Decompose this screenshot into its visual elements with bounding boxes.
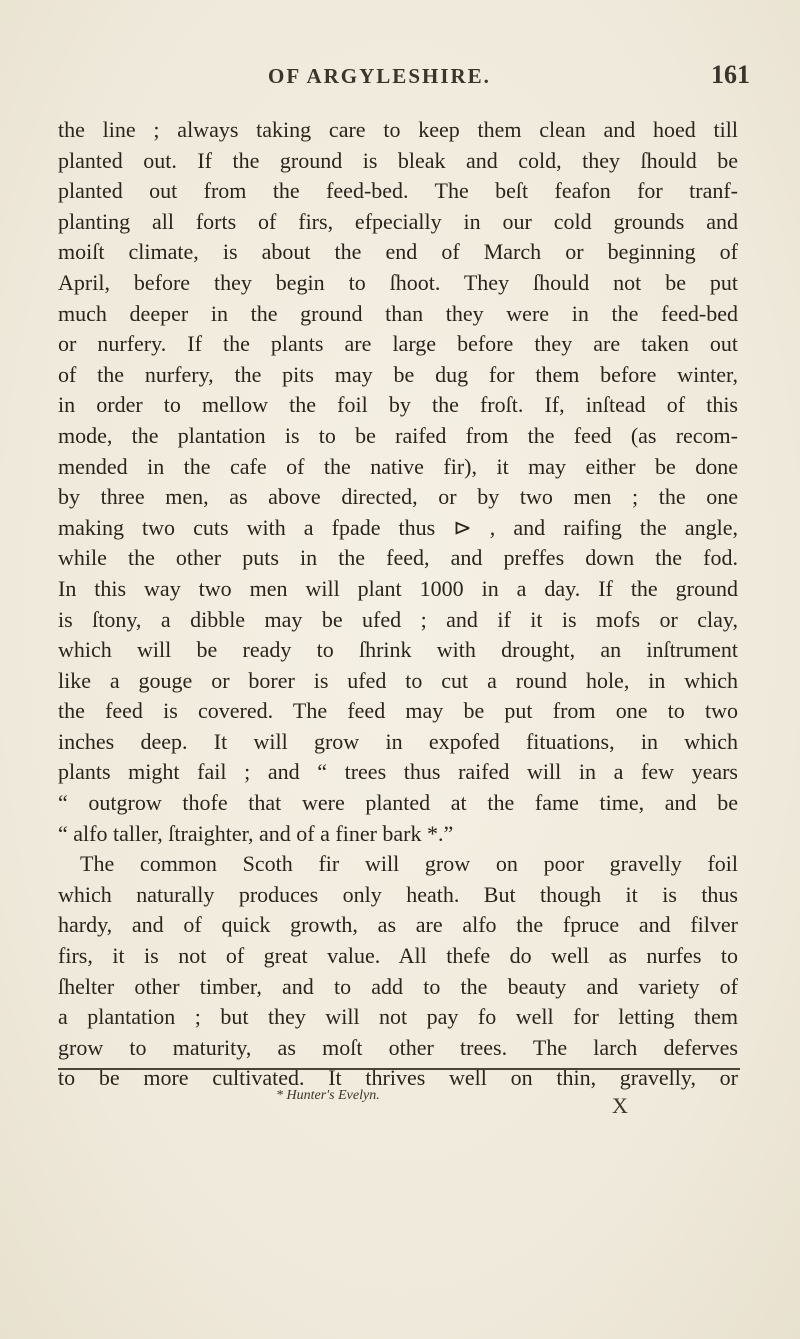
- text-line: in order to mellow the foil by the froſt. If, inſtead of this: [58, 392, 738, 418]
- footnote: * Hunter's Evelyn.: [276, 1088, 380, 1103]
- text-line: ſhelter other timber, and to add to the beauty and variety of: [58, 973, 738, 999]
- text-line: is ſtony, a dibble may be ufed ; and if it is mofs or clay,: [58, 606, 738, 632]
- text-line: to be more cultivated. It thrives well on thin, gravelly, or: [58, 1065, 738, 1091]
- text-line: the feed is covered. The feed may be put from one to two: [58, 698, 738, 724]
- text-line: “ alfo taller, ſtraighter, and of a finer bark *.”: [58, 820, 454, 846]
- page-number: 161: [711, 60, 750, 89]
- text-line: “ outgrow thofe that were planted at the fame time, and be: [58, 790, 738, 816]
- body-text: [58, 115, 738, 1094]
- footnote-rule: [58, 1068, 740, 1070]
- text-line: by three men, as above directed, or by two men ; the one: [58, 484, 738, 510]
- text-line: firs, it is not of great value. All thefe do well as nurfes to: [58, 943, 738, 969]
- text-line: April, before they begin to ſhoot. They ſhould not be put: [58, 269, 738, 295]
- text-line: or nurfery. If the plants are large before they are taken out: [58, 331, 738, 357]
- text-line: plants might fail ; and “ trees thus raifed will in a few years: [58, 759, 738, 785]
- text-line: while the other puts in the feed, and preffes down the fod.: [58, 545, 738, 571]
- text-line: mode, the plantation is to be raifed from the feed (as recom-: [58, 422, 738, 448]
- running-head: [0, 60, 800, 100]
- text-line: mended in the cafe of the native fir), it may either be done: [58, 453, 738, 479]
- text-line: planting all forts of firs, efpecially in our cold grounds and: [58, 208, 738, 234]
- text-line: of the nurfery, the pits may be dug for them before winter,: [58, 361, 738, 387]
- text-line: planted out from the feed-bed. The beſt feafon for tranf-: [58, 178, 738, 204]
- text-line: like a gouge or borer is ufed to cut a round hole, in which: [58, 667, 738, 693]
- text-line: The common Scoth fir will grow on poor gravelly foil: [80, 851, 738, 877]
- text-line: moiſt climate, is about the end of March or beginning of: [58, 239, 738, 265]
- text-line: which naturally produces only heath. But though it is thus: [58, 881, 738, 907]
- signature-mark: X: [612, 1093, 628, 1118]
- text-line: grow to maturity, as moſt other trees. The larch deferves: [58, 1034, 738, 1060]
- text-line: much deeper in the ground than they were in the feed-bed: [58, 300, 738, 326]
- text-line: planted out. If the ground is bleak and cold, they ſhould be: [58, 147, 738, 173]
- text-line: In this way two men will plant 1000 in a day. If the ground: [58, 575, 738, 601]
- running-title: OF ARGYLESHIRE.: [268, 64, 491, 88]
- text-line: making two cuts with a fpade thus ⊳ , and raifing the angle,: [58, 514, 738, 540]
- text-line: the line ; always taking care to keep them clean and hoed till: [58, 117, 738, 142]
- text-line: inches deep. It will grow in expofed fituations, in which: [58, 728, 738, 754]
- text-line: which will be ready to ſhrink with drought, an inſtrument: [58, 637, 738, 663]
- text-line: hardy, and of quick growth, as are alfo the fpruce and filver: [58, 912, 738, 938]
- text-line: a plantation ; but they will not pay fo well for letting them: [58, 1004, 738, 1030]
